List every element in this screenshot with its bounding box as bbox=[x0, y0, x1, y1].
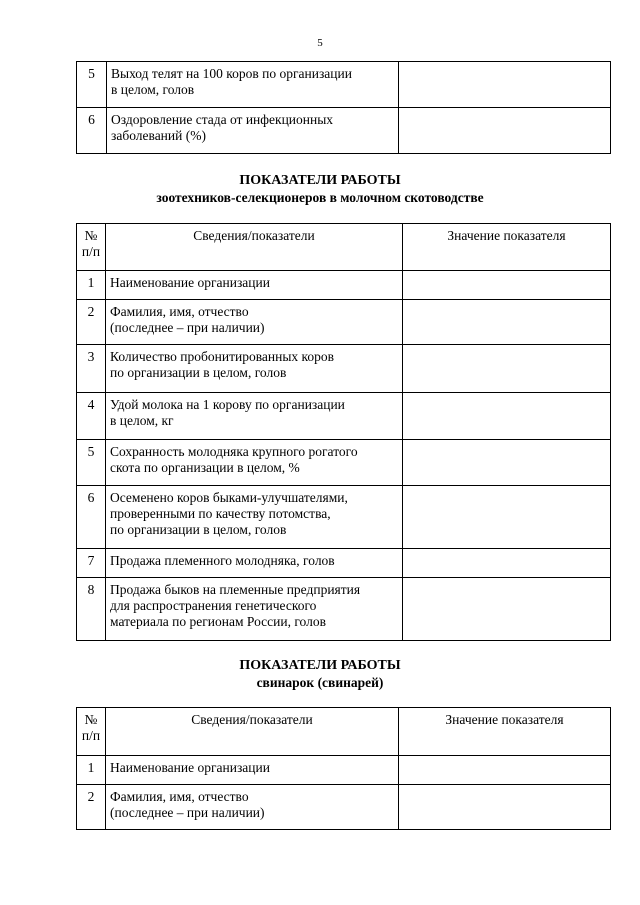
indicator-text-line: Осеменено коров быками-улучшателями, bbox=[110, 490, 348, 505]
table-row bbox=[77, 486, 611, 549]
value-cell[interactable] bbox=[399, 785, 611, 830]
table-row bbox=[77, 108, 611, 154]
indicator-text-line: для распространения генетического bbox=[110, 598, 317, 613]
indicator-text-line: заболеваний (%) bbox=[111, 128, 206, 143]
indicator-text-line: Количество пробонитированных коров bbox=[110, 349, 335, 364]
breeders-indicators-table bbox=[76, 223, 611, 641]
row-number: 2 bbox=[77, 300, 106, 345]
indicator-text-line: скота по организации в целом, % bbox=[110, 460, 300, 475]
table-header-row bbox=[77, 224, 611, 271]
header-value: Значение показателя bbox=[399, 708, 611, 756]
value-cell[interactable] bbox=[399, 108, 611, 154]
indicator-cell bbox=[106, 549, 403, 578]
section-subtitle: свинарок (свинарей) bbox=[256, 675, 384, 690]
table-header-row bbox=[77, 708, 611, 756]
row-number: 6 bbox=[77, 108, 107, 154]
row-number: 2 bbox=[77, 785, 106, 830]
table-row bbox=[77, 300, 611, 345]
indicator-cell bbox=[107, 62, 399, 108]
value-cell[interactable] bbox=[403, 271, 611, 300]
table-row bbox=[77, 62, 611, 108]
row-number: 3 bbox=[77, 345, 106, 393]
indicator-text-line: Фамилия, имя, отчество bbox=[110, 304, 249, 319]
section-title: ПОКАЗАТЕЛИ РАБОТЫ bbox=[239, 173, 401, 188]
table-row bbox=[77, 345, 611, 393]
indicator-cell bbox=[106, 578, 403, 641]
row-number: 1 bbox=[77, 271, 106, 300]
section-title: ПОКАЗАТЕЛИ РАБОТЫ bbox=[239, 658, 401, 673]
indicator-cell bbox=[106, 486, 403, 549]
table-row bbox=[77, 785, 611, 830]
row-number: 1 bbox=[77, 756, 106, 785]
indicator-text-line: (последнее – при наличии) bbox=[110, 805, 265, 820]
indicator-text-line: в целом, кг bbox=[110, 413, 174, 428]
section-heading-pig-workers bbox=[0, 657, 640, 691]
value-cell[interactable] bbox=[403, 393, 611, 440]
value-cell[interactable] bbox=[399, 62, 611, 108]
row-number: 4 bbox=[77, 393, 106, 440]
indicator-text-line: Наименование организации bbox=[110, 275, 270, 290]
table-row bbox=[77, 440, 611, 486]
indicator-text-line: в целом, голов bbox=[111, 82, 195, 97]
indicator-text-line: (последнее – при наличии) bbox=[110, 320, 265, 335]
indicator-cell bbox=[106, 440, 403, 486]
row-number: 6 bbox=[77, 486, 106, 549]
indicator-cell bbox=[106, 393, 403, 440]
indicator-cell bbox=[106, 300, 403, 345]
section-subtitle: зоотехников-селекционеров в молочном скотоводстве bbox=[156, 190, 484, 205]
indicator-text-line: Продажа племенного молодняка, голов bbox=[110, 553, 335, 568]
indicator-cell bbox=[106, 271, 403, 300]
value-cell[interactable] bbox=[403, 578, 611, 641]
header-number: № п/п bbox=[77, 224, 106, 271]
header-value: Значение показателя bbox=[403, 224, 611, 271]
indicator-cell bbox=[106, 345, 403, 393]
value-cell[interactable] bbox=[403, 345, 611, 393]
indicator-text-line: по организации в целом, голов bbox=[110, 365, 287, 380]
indicator-text-line: материала по регионам России, голов bbox=[110, 614, 326, 629]
table-row bbox=[77, 393, 611, 440]
table-row bbox=[77, 578, 611, 641]
value-cell[interactable] bbox=[403, 549, 611, 578]
indicator-text-line: Фамилия, имя, отчество bbox=[110, 789, 249, 804]
indicator-text-line: Удой молока на 1 корову по организации bbox=[110, 397, 345, 412]
indicator-cell bbox=[107, 108, 399, 154]
continuation-table bbox=[76, 61, 611, 154]
indicator-text-line: проверенными по качеству потомства, bbox=[110, 506, 331, 521]
table-row bbox=[77, 271, 611, 300]
pig-workers-indicators-table bbox=[76, 707, 611, 830]
header-indicator: Сведения/показатели bbox=[106, 224, 403, 271]
section-heading-breeders bbox=[0, 172, 640, 206]
indicator-text-line: Сохранность молодняка крупного рогатого bbox=[110, 444, 358, 459]
value-cell[interactable] bbox=[403, 440, 611, 486]
indicator-text-line: Оздоровление стада от инфекционных bbox=[111, 112, 334, 127]
table-row bbox=[77, 756, 611, 785]
indicator-text-line: Наименование организации bbox=[110, 760, 270, 775]
indicator-text-line: Выход телят на 100 коров по организации bbox=[111, 66, 352, 81]
header-indicator: Сведения/показатели bbox=[106, 708, 399, 756]
page-number: 5 bbox=[317, 37, 323, 49]
header-number: № п/п bbox=[77, 708, 106, 756]
table-row bbox=[77, 549, 611, 578]
value-cell[interactable] bbox=[403, 486, 611, 549]
row-number: 8 bbox=[77, 578, 106, 641]
row-number: 5 bbox=[77, 62, 107, 108]
row-number: 5 bbox=[77, 440, 106, 486]
indicator-text-line: по организации в целом, голов bbox=[110, 522, 287, 537]
value-cell[interactable] bbox=[399, 756, 611, 785]
value-cell[interactable] bbox=[403, 300, 611, 345]
indicator-cell bbox=[106, 756, 399, 785]
indicator-text-line: Продажа быков на племенные предприятия bbox=[110, 582, 361, 597]
row-number: 7 bbox=[77, 549, 106, 578]
indicator-cell bbox=[106, 785, 399, 830]
